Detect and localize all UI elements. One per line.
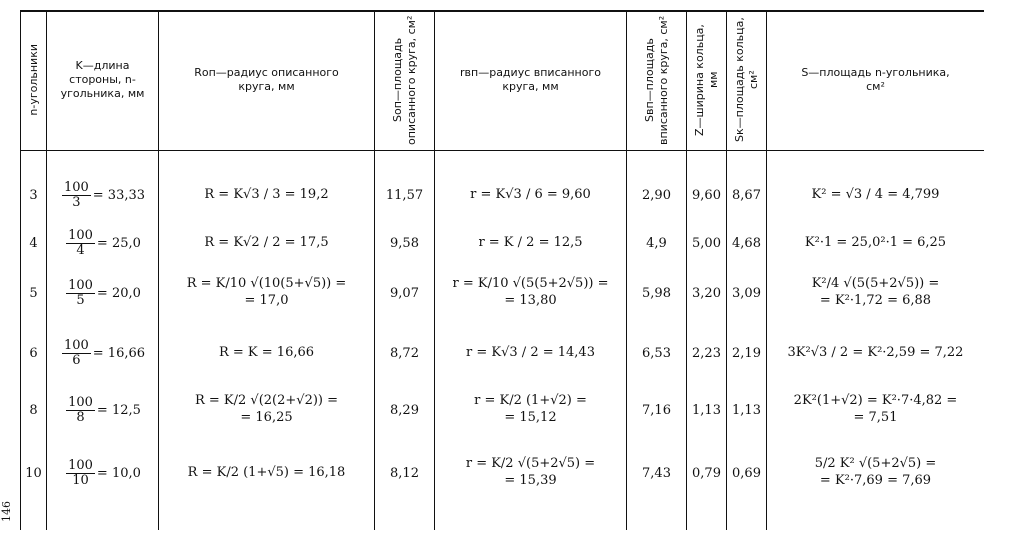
r-vp-formula-line: r = K/2 (1+√2) =: [474, 393, 587, 409]
cell-s-op: [375, 442, 434, 504]
r-op-formula-line: R = K√2 / 2 = 17,5: [204, 234, 329, 250]
cell-n: [21, 262, 46, 324]
header-s-op: Sоп—площадь описанного круга, см²: [390, 15, 418, 145]
s-k-value: 4,68: [732, 235, 761, 251]
page-number: 146: [0, 501, 13, 523]
r-op-formula-line: = 16,25: [240, 410, 293, 425]
cell-s-vp: [627, 225, 686, 261]
cell-k: [47, 262, 158, 324]
cell-s-k: [727, 225, 766, 261]
cell-s: [767, 225, 984, 261]
cell-k: [47, 442, 158, 504]
k-numerator: 100: [63, 337, 89, 353]
r-op-formula-line: = 17,0: [244, 293, 289, 308]
k-numerator: 100: [68, 227, 93, 243]
s-k-value: 3,09: [732, 285, 761, 301]
r-vp-formula-line: r = K / 2 = 12,5: [478, 234, 583, 250]
s-op-value: 8,12: [390, 465, 419, 481]
r-vp-formula-line: = 15,39: [504, 473, 557, 488]
n-value: 3: [29, 187, 38, 203]
k-denominator: 4: [76, 242, 85, 258]
cell-r-op: [159, 262, 374, 324]
s-formula-line: 3K²√3 / 2 = K²·2,59 = 7,22: [787, 344, 964, 360]
r-vp-formula-line: r = K√3 / 6 = 9,60: [470, 186, 591, 202]
cell-n: [21, 225, 46, 261]
k-denominator: 5: [76, 292, 85, 308]
s-k-value: 2,19: [732, 345, 761, 361]
cell-n: [21, 170, 46, 220]
cell-s-op: [375, 380, 434, 440]
header-k: K—длина стороны, n-угольника, мм: [60, 59, 145, 100]
k-numerator: 100: [63, 179, 89, 195]
z-value: 2,23: [692, 345, 721, 361]
s-formula-line: K²·1 = 25,0²·1 = 6,25: [804, 234, 947, 250]
cell-s: [767, 328, 984, 378]
k-value: = 25,0: [96, 235, 141, 251]
r-op-formula-line: R = K/2 √(2(2+√2)) =: [194, 393, 339, 409]
cell-k: [47, 328, 158, 378]
n-value: 8: [29, 402, 38, 418]
cell-s-k: [727, 328, 766, 378]
cell-r-op: [159, 225, 374, 261]
s-formula-line: = K²·1,72 = 6,88: [819, 293, 932, 308]
cell-s-op: [375, 262, 434, 324]
cell-n: [21, 380, 46, 440]
k-fraction: [66, 229, 95, 257]
k-value: = 20,0: [96, 285, 141, 301]
s-formula-line: K²/4 √(5(5+2√5)) =: [811, 276, 940, 292]
s-formula-line: 2K²(1+√2) = K²·7·4,82 =: [793, 393, 958, 409]
cell-z: [687, 328, 726, 378]
s-op-value: 8,72: [390, 345, 419, 361]
n-value: 6: [29, 345, 38, 361]
k-numerator: 100: [68, 457, 93, 473]
cell-r-vp: [435, 442, 626, 504]
s-vp-value: 7,43: [642, 465, 671, 481]
cell-r-vp: [435, 262, 626, 324]
cell-z: [687, 442, 726, 504]
s-vp-value: 4,9: [646, 235, 667, 251]
cell-k: [47, 225, 158, 261]
r-op-formula-line: R = K√3 / 3 = 19,2: [204, 186, 329, 202]
r-vp-formula-line: = 13,80: [504, 293, 557, 308]
cell-s-k: [727, 262, 766, 324]
r-op-formula-line: R = K/2 (1+√5) = 16,18: [187, 464, 346, 480]
k-denominator: 10: [72, 472, 89, 488]
k-fraction: [66, 459, 95, 487]
cell-r-vp: [435, 225, 626, 261]
cell-n: [21, 442, 46, 504]
cell-s-vp: [627, 328, 686, 378]
cell-n: [21, 328, 46, 378]
cell-z: [687, 380, 726, 440]
n-value: 5: [29, 285, 38, 301]
r-vp-formula-line: r = K√3 / 2 = 14,43: [466, 344, 595, 360]
cell-k: [47, 170, 158, 220]
cell-r-op: [159, 442, 374, 504]
cell-z: [687, 262, 726, 324]
r-vp-formula-line: r = K/10 √(5(5+2√5)) =: [452, 276, 609, 292]
header-r-op: Rоп—радиус описанного круга, мм: [194, 66, 339, 93]
z-value: 3,20: [692, 285, 721, 301]
cell-k: [47, 380, 158, 440]
header-r-vp: rвп—радиус вписанного круга, мм: [460, 66, 601, 93]
r-op-formula-line: R = K = 16,66: [218, 344, 315, 360]
n-value: 4: [29, 235, 38, 251]
header-s: S—площадь n-угольника, см²: [801, 66, 950, 93]
s-formula-line: 5/2 K² √(5+2√5) =: [814, 456, 937, 472]
header-rule: [20, 150, 984, 151]
cell-s: [767, 170, 984, 220]
r-op-formula-line: R = K/10 √(10(5+√5)) =: [186, 276, 347, 292]
s-formula-line: K² = √3 / 4 = 4,799: [811, 186, 940, 202]
cell-s-op: [375, 328, 434, 378]
z-value: 1,13: [692, 402, 721, 418]
cell-s-op: [375, 225, 434, 261]
cell-s-k: [727, 442, 766, 504]
s-vp-value: 5,98: [642, 285, 671, 301]
s-op-value: 9,07: [390, 285, 419, 301]
cell-z: [687, 225, 726, 261]
cell-s: [767, 262, 984, 324]
cell-r-op: [159, 170, 374, 220]
s-op-value: 9,58: [390, 235, 419, 251]
cell-s-k: [727, 170, 766, 220]
k-value: = 33,33: [92, 187, 146, 203]
s-vp-value: 7,16: [642, 402, 671, 418]
z-value: 5,00: [692, 235, 721, 251]
cell-s-op: [375, 170, 434, 220]
k-numerator: 100: [68, 277, 93, 293]
header-z: Z—ширина кольца, мм: [692, 24, 720, 136]
n-value: 10: [25, 465, 42, 481]
cell-s: [767, 442, 984, 504]
s-op-value: 11,57: [385, 187, 424, 203]
header-s-k: Sк—площадь кольца, см²: [732, 17, 760, 143]
s-k-value: 0,69: [732, 465, 761, 481]
k-denominator: 6: [72, 352, 81, 368]
cell-s: [767, 380, 984, 440]
cell-r-op: [159, 380, 374, 440]
k-numerator: 100: [68, 394, 93, 410]
header-s-vp: Sвп—площадь вписанного круга, см²: [642, 15, 670, 145]
k-denominator: 3: [72, 194, 81, 210]
s-formula-line: = 7,51: [853, 410, 898, 425]
cell-s-k: [727, 380, 766, 440]
k-fraction: [66, 396, 95, 424]
cell-s-vp: [627, 380, 686, 440]
k-denominator: 8: [76, 409, 85, 425]
cell-r-op: [159, 328, 374, 378]
cell-r-vp: [435, 380, 626, 440]
cell-s-vp: [627, 262, 686, 324]
r-vp-formula-line: r = K/2 √(5+2√5) =: [465, 456, 596, 472]
k-fraction: [62, 181, 91, 209]
k-value: = 12,5: [96, 402, 141, 418]
s-k-value: 1,13: [732, 402, 761, 418]
cell-s-vp: [627, 442, 686, 504]
s-vp-value: 2,90: [642, 187, 671, 203]
k-fraction: [62, 339, 91, 367]
s-vp-value: 6,53: [642, 345, 671, 361]
z-value: 0,79: [692, 465, 721, 481]
s-k-value: 8,67: [732, 187, 761, 203]
z-value: 9,60: [692, 187, 721, 203]
cell-s-vp: [627, 170, 686, 220]
r-vp-formula-line: = 15,12: [504, 410, 557, 425]
s-formula-line: = K²·7,69 = 7,69: [819, 473, 932, 488]
k-value: = 10,0: [96, 465, 141, 481]
header-n: n-угольники: [26, 44, 40, 116]
k-value: = 16,66: [92, 345, 146, 361]
s-op-value: 8,29: [390, 402, 419, 418]
cell-r-vp: [435, 170, 626, 220]
cell-z: [687, 170, 726, 220]
cell-r-vp: [435, 328, 626, 378]
k-fraction: [66, 279, 95, 307]
